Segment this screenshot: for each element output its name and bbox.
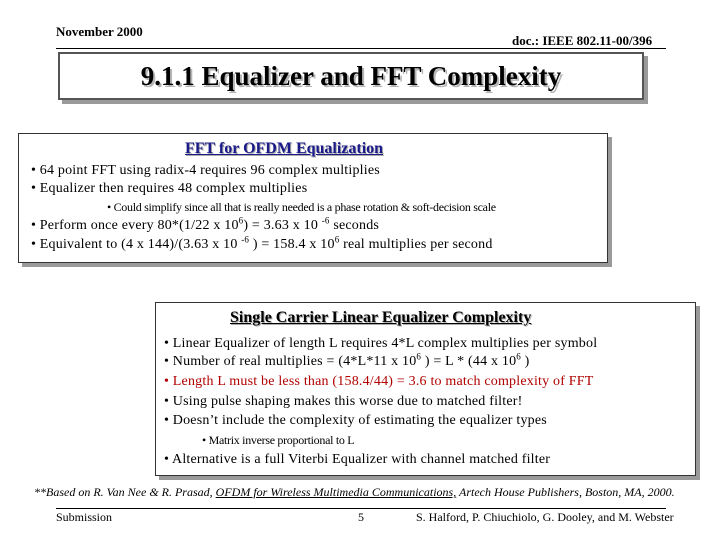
slide-title-box xyxy=(58,52,644,100)
sc-box-title: Single Carrier Linear Equalizer Complexity xyxy=(230,309,532,326)
footer-authors: S. Halford, P. Chiuchiolo, G. Dooley, and M. Webster xyxy=(416,510,674,524)
slide-title: 9.1.1 Equalizer and FFT Complexity xyxy=(140,61,562,91)
footer-page-number: 5 xyxy=(358,510,364,524)
sc-line-5: • Doesn’t include the complexity of estimating the equalizer types xyxy=(164,413,547,428)
sc-line-3: • Length L must be less than (158.4/44) = 3.6 to match complexity of FFT xyxy=(164,374,594,389)
sc-line-4: • Using pulse shaping makes this worse due to matched filter! xyxy=(164,394,523,409)
footer-submission: Submission xyxy=(56,510,113,524)
header-rule xyxy=(56,48,666,49)
header-doc-id: doc.: IEEE 802.11-00/396 xyxy=(512,33,653,48)
footer-rule xyxy=(56,508,666,509)
fft-line-1: • 64 point FFT using radix-4 requires 96 complex multiplies xyxy=(31,163,380,178)
fft-line-4: • Equivalent to (4 x 144)/(3.63 x 10 $^{-6}$ ) = 158.4 x $10^6$ real multiplies per second xyxy=(31,234,493,252)
fft-sub-bullet: • Could simplify since all that is really needed is a phase rotation & soft-decision scale xyxy=(107,200,496,214)
sc-line-2: • Number of real multiplies = (4*L*11 x $10^6$ ) = L * (44 x $10^6$ ) xyxy=(164,351,530,369)
reference-book: OFDM for Wireless Multimedia Communications, xyxy=(215,485,457,499)
fft-box xyxy=(18,133,608,263)
fft-line-2: • Equalizer then requires 48 complex multiplies xyxy=(31,181,308,196)
fft-line-3: • Perform once every 80*(1/22 x $10^6) = 3.63$ x 10 $^{-6}$ seconds xyxy=(31,215,380,233)
sc-sub-bullet: • Matrix inverse proportional to L xyxy=(202,433,355,447)
sc-box xyxy=(155,302,696,476)
sc-line-1: • Linear Equalizer of length L requires 4*L complex multiplies per symbol xyxy=(164,336,598,351)
fft-box-title: FFT for OFDM Equalization xyxy=(185,140,384,157)
sc-line-6: • Alternative is a full Viterbi Equalizer with channel matched filter xyxy=(164,452,551,467)
reference-note: **Based on R. Van Nee & R. Prasad, OFDM for Wireless Multimedia Communications, Artech House Publishers, Boston, MA, 2000. xyxy=(34,485,675,499)
header-date: November 2000 xyxy=(56,24,143,39)
